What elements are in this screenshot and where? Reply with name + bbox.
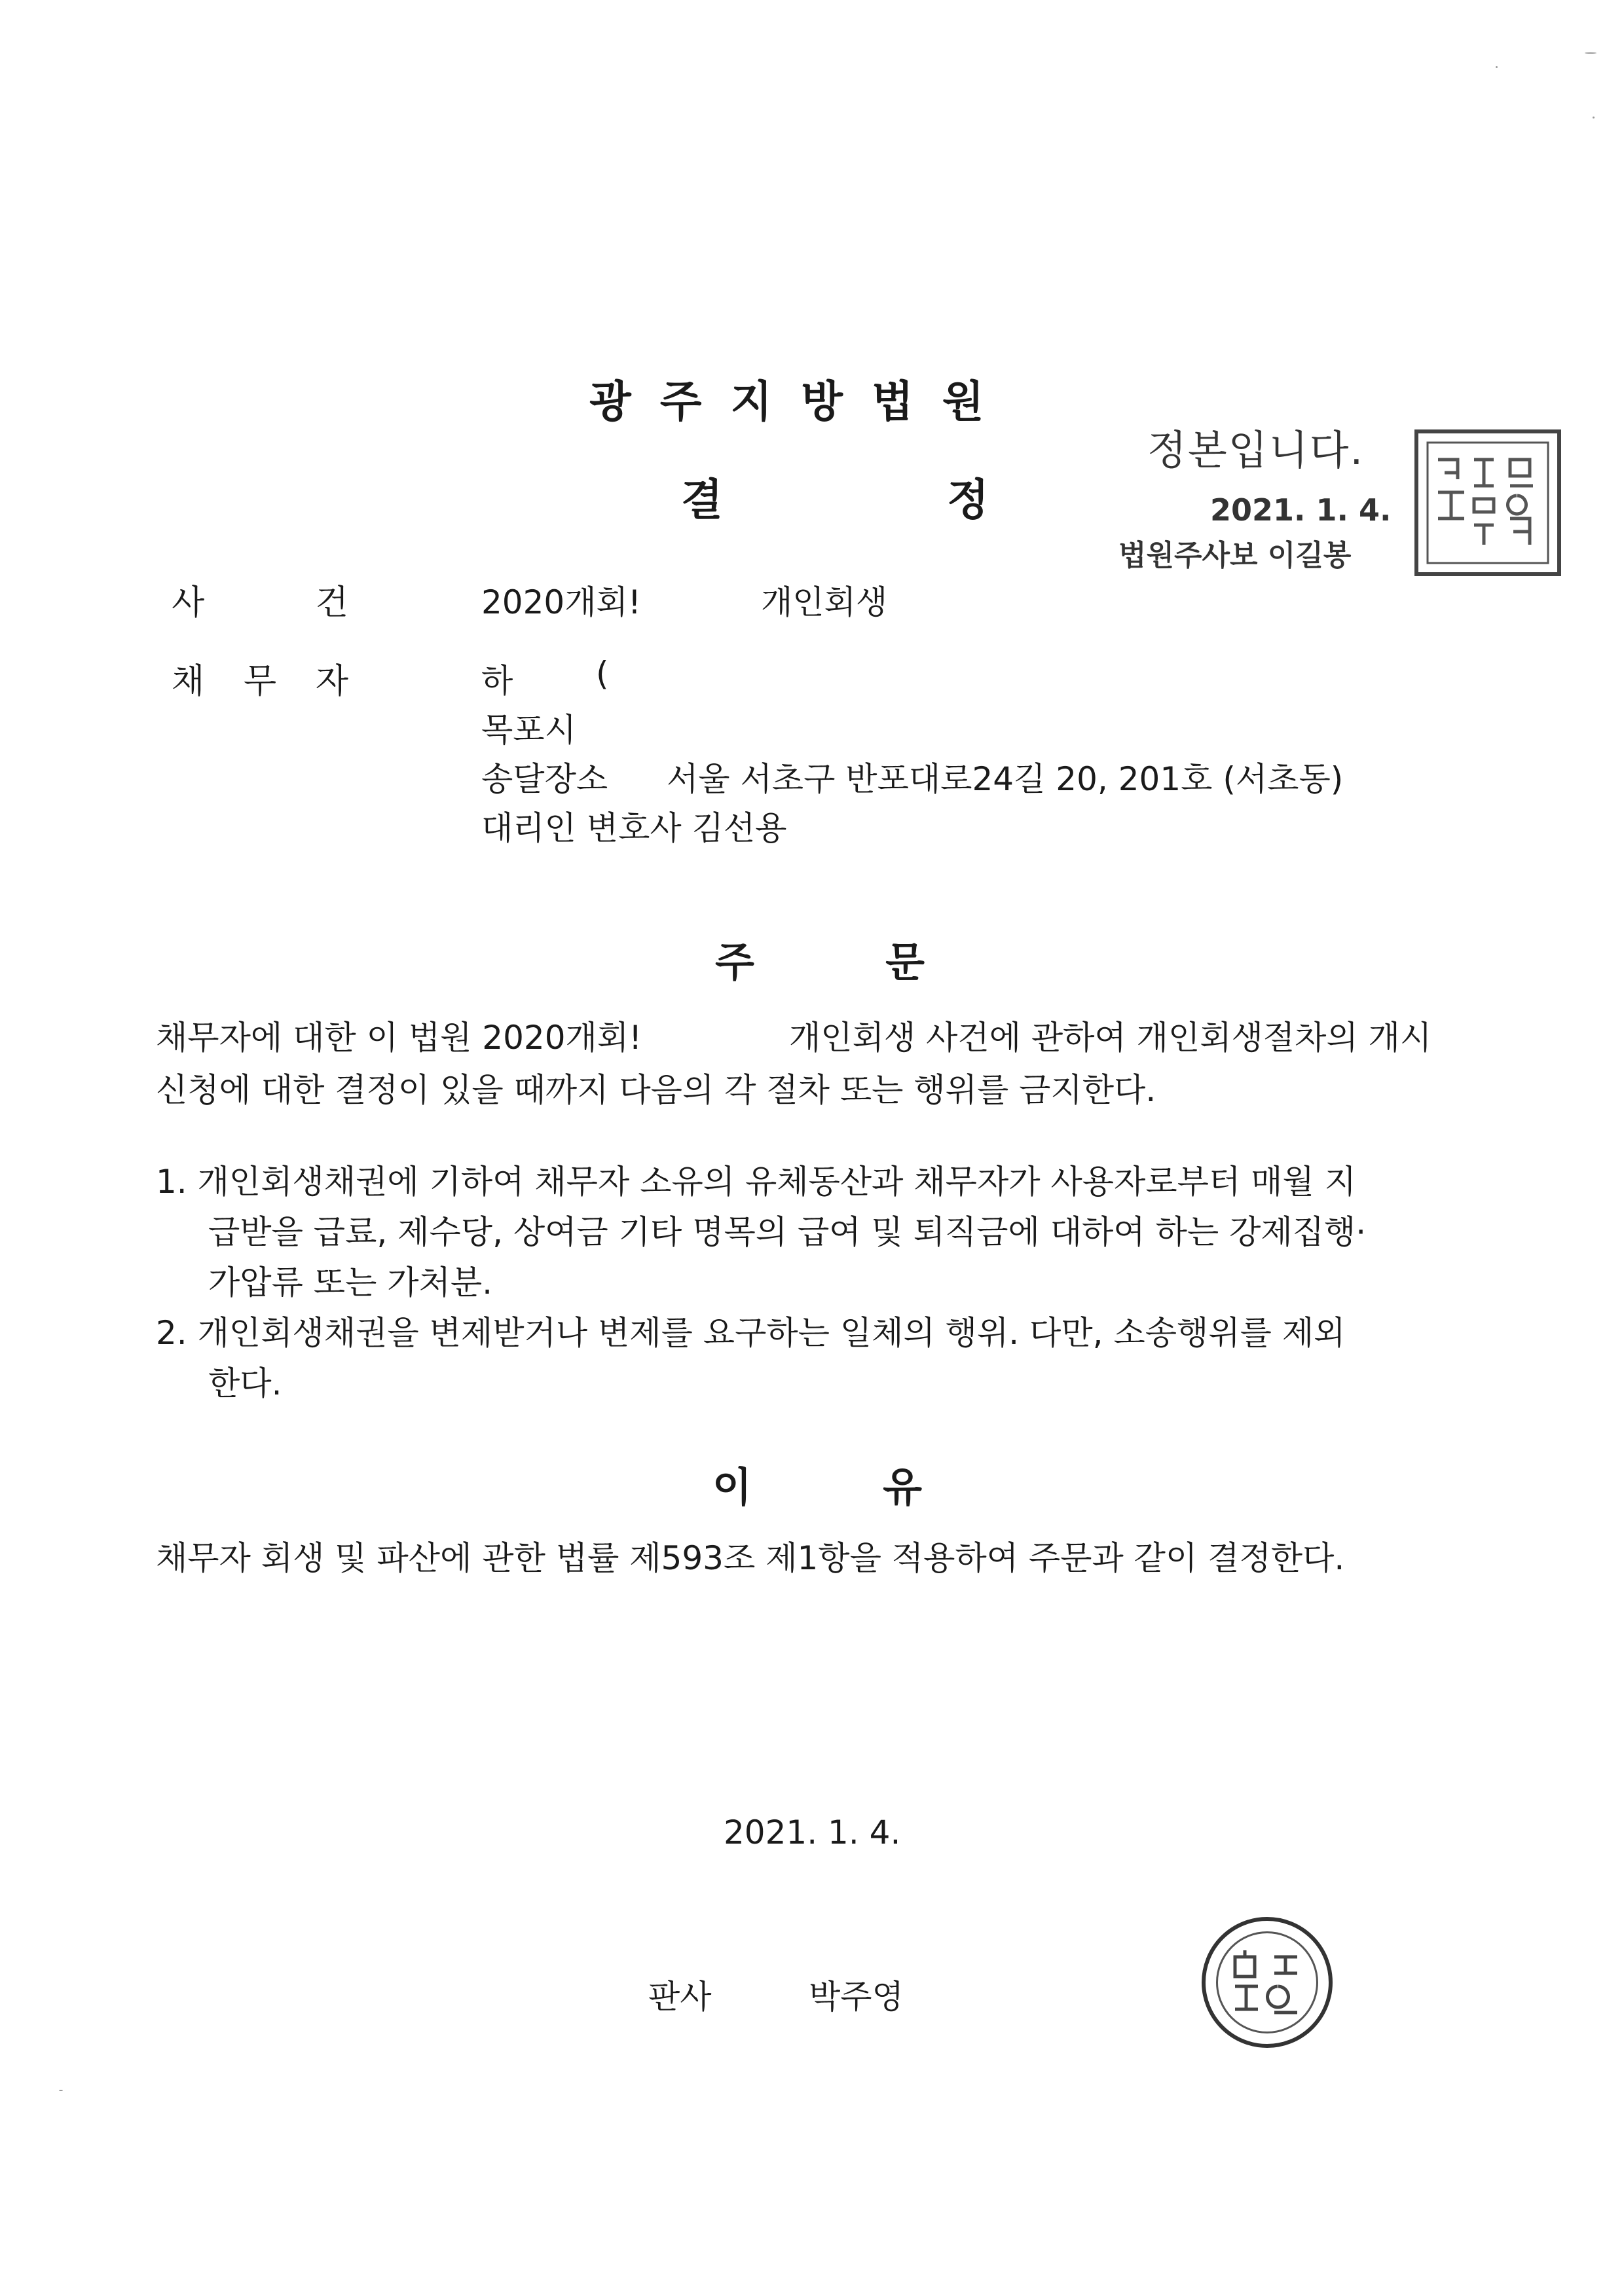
- court-seal-icon: [1414, 429, 1561, 576]
- debtor-address: 목포시: [481, 711, 576, 749]
- case-type: 개인회생: [761, 583, 888, 621]
- order-item-1-line1: 1. 개인회생채권에 기하여 채무자 소유의 유체동산과 채무자가 사용자로부터 매월 지: [156, 1163, 1356, 1201]
- case-label: 사 건: [172, 583, 348, 623]
- judge-seal-icon: [1202, 1917, 1333, 2048]
- certified-copy-text: 정본입니다.: [1147, 426, 1365, 474]
- reason-text: 채무자 회생 및 파산에 관한 법률 제593조 제1항을 적용하여 주문과 같이 결정한다.: [156, 1539, 1345, 1577]
- debtor-agent: 대리인 변호사 김선용: [481, 809, 787, 847]
- service-label: 송달장소: [481, 760, 608, 798]
- debtor-name: 하: [481, 662, 513, 700]
- judge-name: 박주영: [809, 1978, 904, 2016]
- debtor-label: 채 무 자: [172, 662, 348, 701]
- order-item-2-line2: 한다.: [208, 1364, 282, 1402]
- order-item-1-line3: 가압류 또는 가처분.: [208, 1264, 493, 1302]
- certification-clerk: 법원주사보 이길봉: [1118, 539, 1352, 572]
- order-intro-line2: 신청에 대한 결정이 있을 때까지 다음의 각 절차 또는 행위를 금지한다.: [156, 1071, 1156, 1109]
- order-intro-line1-a: 채무자에 대한 이 법원 2020개회!: [156, 1019, 642, 1057]
- doc-title-left: 결: [681, 475, 723, 525]
- order-intro-line1-b: 개인회생 사건에 관하여 개인회생절차의 개시: [789, 1019, 1432, 1057]
- order-item-1-line2: 급받을 급료, 제수당, 상여금 기타 명목의 급여 및 퇴직금에 대하여 하는 강제집행·: [208, 1213, 1367, 1251]
- order-heading: 주 문: [715, 938, 925, 986]
- decision-date: 2021. 1. 4.: [724, 1813, 901, 1851]
- court-name: 광주지방법원: [589, 376, 1013, 427]
- order-item-2-line1: 2. 개인회생채권을 변제받거나 변제를 요구하는 일체의 행위. 다만, 소송행위를 제외: [156, 1314, 1346, 1352]
- doc-title-right: 정: [947, 475, 989, 525]
- reason-heading: 이 유: [712, 1463, 922, 1511]
- case-number: 2020개회!: [481, 583, 641, 621]
- debtor-name-paren: (: [596, 655, 609, 693]
- document-title: [681, 465, 989, 527]
- certification-date: 2021. 1. 4.: [1210, 492, 1392, 528]
- service-address: 서울 서초구 반포대로24길 20, 201호 (서초동): [667, 760, 1344, 798]
- judge-title: 판사: [648, 1978, 712, 2016]
